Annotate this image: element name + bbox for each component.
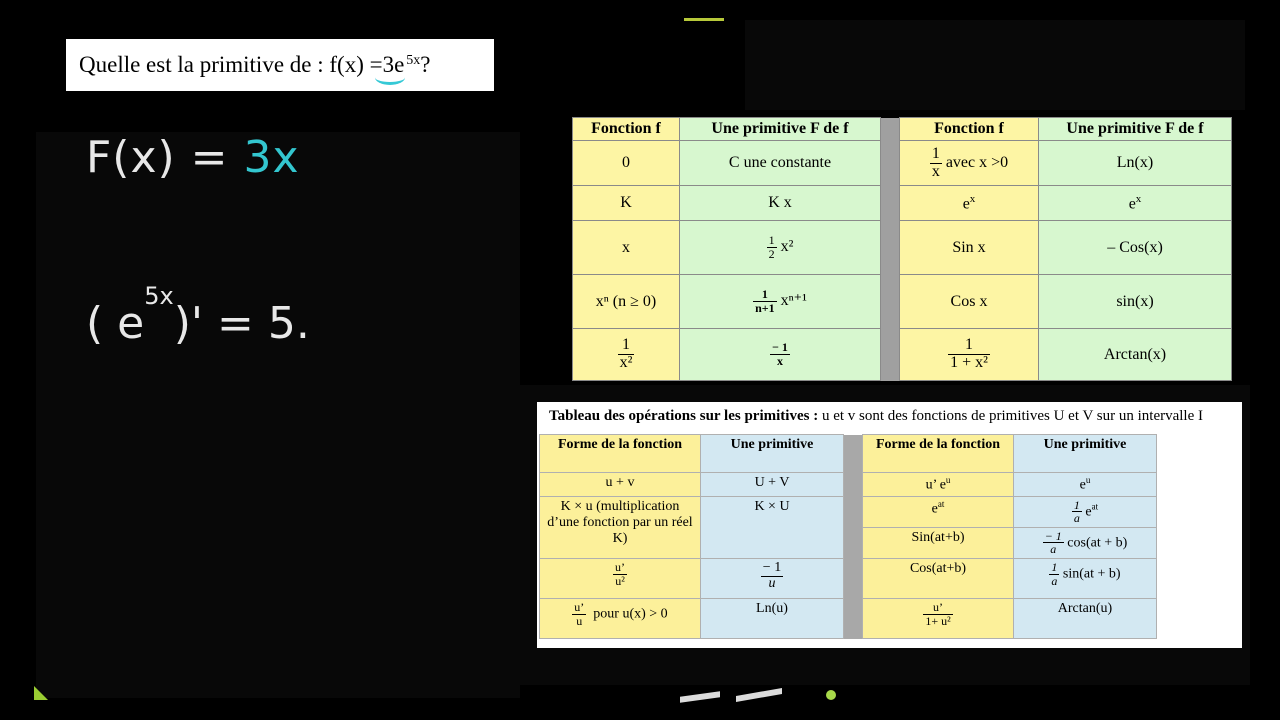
cell: Cos x (900, 275, 1039, 329)
cell: $\frac{1}{\text{1 + x²}}$ (900, 329, 1039, 381)
cell: Cos(at+b) (863, 559, 1014, 599)
cell: $e^x$ (900, 186, 1039, 221)
scroll-hint-shape (736, 688, 782, 702)
cell: $e^u$ (1014, 473, 1157, 497)
cell: $\frac{1}{a}$ $e^{at}$ (1014, 496, 1157, 527)
cell: x (573, 221, 680, 275)
question-base: e (394, 52, 405, 77)
cell: Arctan(x) (1039, 329, 1232, 381)
handwritten-answer: 3x (243, 132, 300, 183)
scroll-hint-shape (680, 691, 720, 703)
cell: $\frac{u’}{\text{u²}}$ (540, 559, 701, 599)
cursor-dot-icon (826, 690, 836, 700)
question-suffix: ? (420, 52, 431, 77)
header-primitive-1: Une primitive F de f (680, 118, 881, 141)
cell: $e^{at}$ (863, 496, 1014, 527)
cell: $e^x$ (1039, 186, 1232, 221)
cell: Arctan(u) (1014, 599, 1157, 639)
cell: $\frac{u’}{\text{1+ u²}}$ (863, 599, 1014, 639)
cell: $\frac{- 1}{a}$ cos(at + b) (1014, 527, 1157, 558)
header-primitive-1: Une primitive (701, 435, 844, 473)
handwritten-line-2: ( $e^{5x})' = 5$. (86, 282, 310, 349)
primitives-table (572, 117, 1232, 381)
question-coefficient: 3 (383, 52, 395, 78)
left-board (36, 132, 520, 698)
header-fonction-1: Fonction f (573, 118, 680, 141)
cell: C une constante (680, 141, 881, 186)
cell: $\frac{1}{x}$ avec x >0 (900, 141, 1039, 186)
cell: $\frac{- 1}{x}$ (680, 329, 881, 381)
cell: u + v (540, 473, 701, 497)
header-primitive-2: Une primitive F de f (1039, 118, 1232, 141)
header-forme-2: Forme de la fonction (863, 435, 1014, 473)
cell: $\frac{1}{n+1}$ xⁿ⁺¹ (680, 275, 881, 329)
cell: K × u (multiplication d’une fonction par un réel K) (540, 496, 701, 558)
cell: $\frac{1}{\text{x²}}$ (573, 329, 680, 381)
cell: K (573, 186, 680, 221)
handwritten-line-1: F(x) = 3x (86, 132, 300, 183)
top-indicator (684, 18, 724, 21)
cell: Sin(at+b) (863, 527, 1014, 558)
header-forme-1: Forme de la fonction (540, 435, 701, 473)
cell: $\frac{1}{2}$ x² (680, 221, 881, 275)
question-banner (66, 39, 494, 91)
cell: xⁿ (n ≥ 0) (573, 275, 680, 329)
cell: U + V (701, 473, 844, 497)
cell: u’ $e^u$ (863, 473, 1014, 497)
cell: sin(x) (1039, 275, 1232, 329)
header-fonction-2: Fonction f (900, 118, 1039, 141)
cell: 0 (573, 141, 680, 186)
cell: K x (680, 186, 881, 221)
operations-title: Tableau des opérations sur les primitives : u et v sont des fonctions de primitives U et V sur un intervalle I (549, 408, 1203, 424)
table-separator (844, 435, 863, 639)
cell: $\frac{u’}{u}$ pour u(x) > 0 (540, 599, 701, 639)
cell: Ln(u) (701, 599, 844, 639)
header-primitive-2: Une primitive (1014, 435, 1157, 473)
corner-triangle-icon (34, 686, 48, 700)
cell: K × U (701, 496, 844, 558)
table-separator (881, 118, 900, 381)
question-prefix: Quelle est la primitive de : f(x) = (79, 52, 383, 77)
cell: Sin x (900, 221, 1039, 275)
cell: $\frac{1}{a}$ sin(at + b) (1014, 559, 1157, 599)
cell: – Cos(x) (1039, 221, 1232, 275)
cell: $\frac{- 1}{u}$ (701, 559, 844, 599)
right-board (745, 20, 1245, 110)
question-exponent: 5x (406, 53, 421, 68)
operations-table (539, 434, 1157, 639)
cell: Ln(x) (1039, 141, 1232, 186)
highlight-mark (375, 70, 405, 85)
